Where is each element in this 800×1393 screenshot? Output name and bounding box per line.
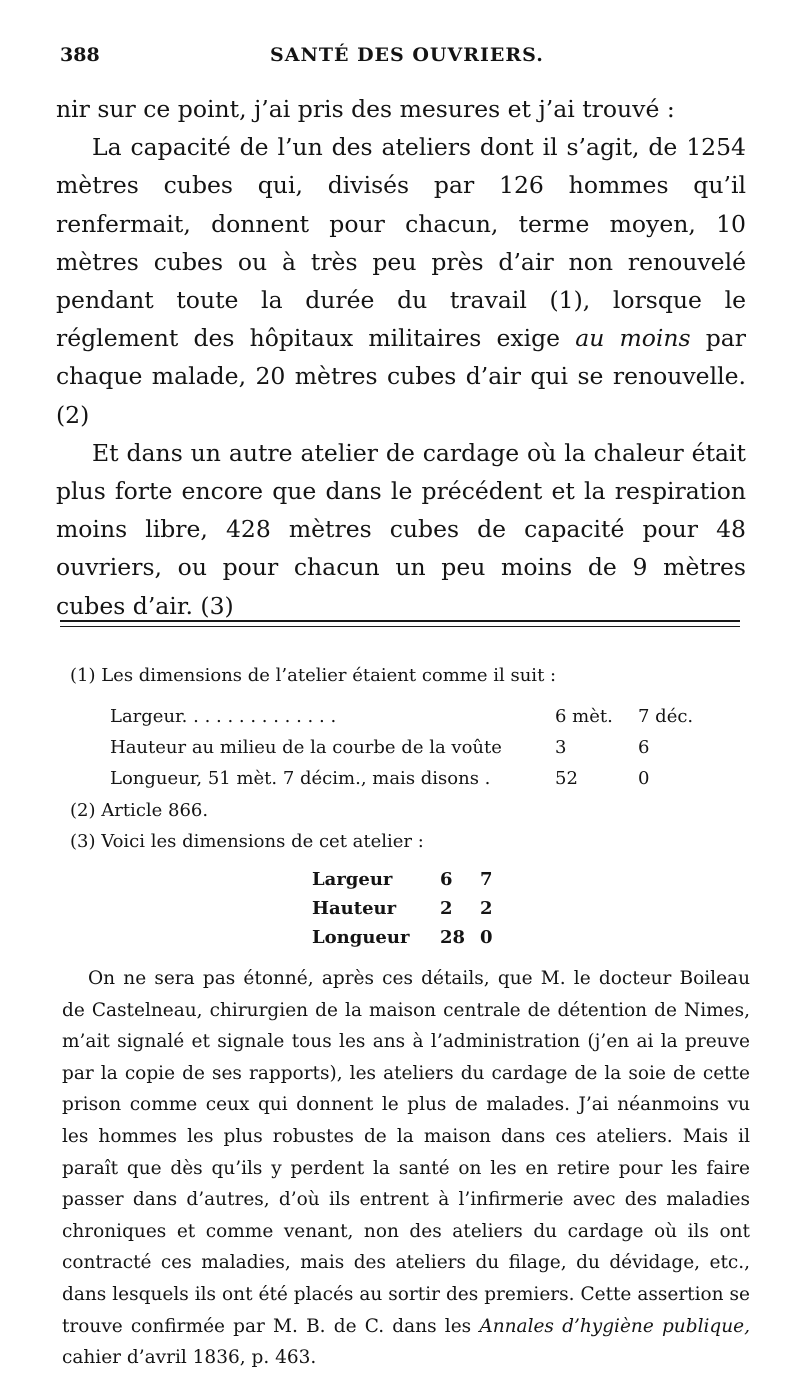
- dimension-value-1: 28: [440, 927, 466, 948]
- paragraph-2-emphasis: au moins: [575, 324, 691, 353]
- closing-paragraph: [62, 963, 750, 1374]
- dimension-value-2: 7: [480, 869, 493, 890]
- footnote-3: (3) Voici les dimensions de cet atelier :: [70, 831, 424, 852]
- dimension-label: Hauteur au milieu de la courbe de la voûte: [110, 737, 502, 758]
- paragraph-1: nir sur ce point, j’ai pris des mesures et j’ai trouvé :: [56, 95, 675, 123]
- dimension-row: [110, 701, 710, 732]
- dimension-label: Largeur. . . . . . . . . . . . . .: [110, 706, 337, 727]
- dimension-row: [110, 763, 710, 794]
- journal-title: Annales d’hygiène publique,: [479, 1315, 750, 1337]
- dimension-label: Longueur, 51 mèt. 7 décim., mais disons .: [110, 768, 491, 789]
- running-title: SANTÉ DES OUVRIERS.: [270, 44, 544, 66]
- paragraph-3: Et dans un autre atelier de cardage où la chaleur était plus forte encore que dans le précédent et la respiration moins libre, 428 mètres cubes de capacité pour 48 ouvriers, ou pour chacun un peu moins de 9 mètres cubes d’air. (3): [56, 438, 746, 620]
- dimension-label: Longueur: [312, 927, 410, 948]
- closing-text: [62, 963, 750, 1374]
- dimension-row: [312, 894, 612, 923]
- dimension-label: Hauteur: [312, 898, 397, 919]
- paragraph-2: [56, 128, 746, 434]
- footnotes: [70, 660, 750, 691]
- dimension-value-1: 6 mèt.: [555, 706, 613, 727]
- dimension-value-1: 52: [555, 768, 578, 789]
- closing-citation: cahier d’avril 1836, p. 463.: [62, 1347, 317, 1369]
- page-header: [60, 44, 760, 78]
- dimension-value-1: 3: [555, 737, 567, 758]
- paragraph-2-text: La capacité de l’un des ateliers dont il s’agit, de 1254 mètres cubes qui, divisés par 126 hommes qu’il renfermait, donnent pour chacun, terme moyen, 10 mètres cubes ou à très peu près d’air non renouvelé pendant toute la durée du travail (1), lorsque le réglement des hôpitaux militaires exige: [56, 133, 746, 353]
- main-text: [56, 90, 746, 625]
- dimension-value-2: 7 déc.: [638, 706, 694, 727]
- page-number: 388: [60, 44, 100, 66]
- dimension-value-2: 6: [638, 737, 650, 758]
- dimensions-table-1: [110, 701, 710, 794]
- footnote-1: (1) Les dimensions de l’atelier étaient comme il suit :: [70, 665, 557, 686]
- dimension-row: [110, 732, 710, 763]
- dimension-value-1: 6: [440, 869, 453, 890]
- footnote-divider-thin: [60, 626, 740, 627]
- dimension-label: Largeur: [312, 869, 393, 890]
- dimension-row: [312, 865, 612, 894]
- footnotes-2-3: [70, 795, 750, 857]
- dimension-value-2: 0: [638, 768, 650, 789]
- dimension-value-2: 2: [480, 898, 493, 919]
- closing-body: On ne sera pas étonné, après ces détails, que M. le docteur Boileau de Castelneau, chirurgien de la maison centrale de détention de Nimes, m’ait signalé et signale tous les ans à l’administration (j’en ai la preuve par la copie de ses rapports), les ateliers du cardage de la soie de cette prison comme ceux qui donnent le plus de malades. J’ai néanmoins vu les hommes les plus robustes de la maison dans ces ateliers. Mais il paraît que dès qu’ils y perdent la santé on les en retire pour les faire passer dans d’autres, d’où ils entrent à l’infirmerie avec des maladies chroniques et comme venant, non des ateliers du cardage où ils ont contracté ces maladies, mais des ateliers du filage, du dévidage, etc., dans lesquels ils ont été placés au sortir des premiers. Cette assertion se trouve confirmée par M. B. de C. dans les: [62, 968, 750, 1337]
- footnote-2: (2) Article 866.: [70, 800, 209, 821]
- dimension-value-1: 2: [440, 898, 453, 919]
- footnote-divider: [60, 620, 740, 622]
- dimension-row: [312, 923, 612, 952]
- paragraph-2-end: par chaque malade, 20 mètres cubes d’air qui se renouvelle. (2): [56, 324, 746, 429]
- dimension-value-2: 0: [480, 927, 493, 948]
- dimensions-table-2: [312, 865, 612, 952]
